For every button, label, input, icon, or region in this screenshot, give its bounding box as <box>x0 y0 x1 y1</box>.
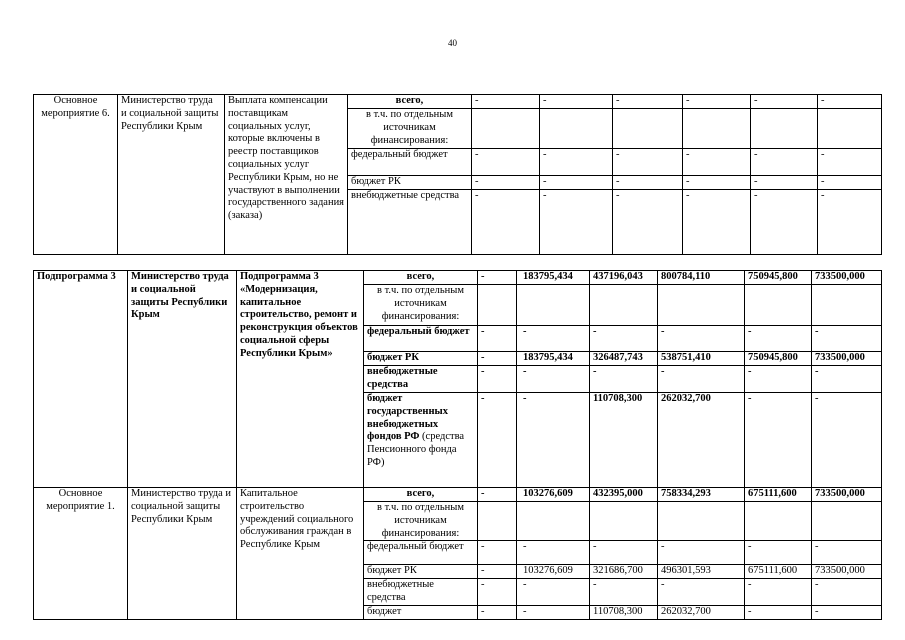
executor-cell: Министерство труда и социальной защиты Республики Крым <box>128 488 237 620</box>
value-cell <box>540 109 613 149</box>
value-cell: 321686,700 <box>590 565 658 579</box>
value-cell: - <box>478 366 517 393</box>
value-cell: - <box>745 579 812 606</box>
source-label: внебюджетные средства <box>348 190 472 255</box>
source-label: федеральный бюджет <box>364 326 478 352</box>
page-number: 40 <box>448 38 457 48</box>
value-cell <box>472 109 540 149</box>
source-label <box>364 393 478 488</box>
value-cell: - <box>472 95 540 109</box>
value-cell: - <box>590 579 658 606</box>
executor-cell: Министерство труда и социальной защиты Республики Крым <box>118 95 225 255</box>
value-cell <box>478 285 517 326</box>
value-cell: 432395,000 <box>590 488 658 502</box>
value-cell: - <box>745 605 812 619</box>
value-cell: 758334,293 <box>658 488 745 502</box>
source-label: в т.ч. по отдельным источникам финансирования: <box>364 285 478 326</box>
value-cell: - <box>745 393 812 488</box>
value-cell: - <box>683 149 751 176</box>
source-label: бюджет РК <box>348 176 472 190</box>
value-cell: - <box>472 190 540 255</box>
value-cell: - <box>478 271 517 285</box>
source-label: в т.ч. по отдельным источникам финансирования: <box>364 502 478 541</box>
value-cell: - <box>540 149 613 176</box>
value-cell: - <box>812 579 882 606</box>
value-cell: - <box>683 190 751 255</box>
table-main-event-6 <box>33 94 882 255</box>
value-cell: 733500,000 <box>812 488 882 502</box>
value-cell: 183795,434 <box>517 352 590 366</box>
value-cell: - <box>658 326 745 352</box>
value-cell: 496301,593 <box>658 565 745 579</box>
value-cell: - <box>751 95 818 109</box>
value-cell: - <box>812 326 882 352</box>
value-cell: - <box>478 326 517 352</box>
value-cell: - <box>478 605 517 619</box>
value-cell: - <box>745 366 812 393</box>
value-cell <box>517 285 590 326</box>
value-cell <box>658 285 745 326</box>
value-cell: 103276,609 <box>517 565 590 579</box>
value-cell: - <box>478 393 517 488</box>
source-label: бюджет РК <box>364 565 478 579</box>
source-label: всего, <box>364 488 478 502</box>
value-cell <box>590 285 658 326</box>
value-cell: - <box>745 326 812 352</box>
value-cell: - <box>517 326 590 352</box>
table-row <box>34 488 882 502</box>
value-cell: 750945,800 <box>745 271 812 285</box>
source-label: бюджет РК <box>364 352 478 366</box>
value-cell: 326487,743 <box>590 352 658 366</box>
value-cell: - <box>745 541 812 565</box>
value-cell: - <box>818 149 882 176</box>
value-cell: 110708,300 <box>590 393 658 488</box>
event-name-cell: Выплата компенсации поставщикам социальных услуг, которые включены в реестр поставщиков социальных услуг Республики Крым, но не участвуют в выполнении государственного задания (заказа) <box>225 95 348 255</box>
value-cell <box>812 285 882 326</box>
value-cell: - <box>517 541 590 565</box>
value-cell <box>818 109 882 149</box>
value-cell <box>590 502 658 541</box>
value-cell: 675111,600 <box>745 488 812 502</box>
value-cell <box>745 285 812 326</box>
value-cell <box>812 502 882 541</box>
value-cell: - <box>818 190 882 255</box>
value-cell: - <box>751 190 818 255</box>
value-cell: - <box>540 190 613 255</box>
value-cell: - <box>751 176 818 190</box>
value-cell: - <box>812 605 882 619</box>
value-cell: 675111,600 <box>745 565 812 579</box>
value-cell <box>658 502 745 541</box>
event-name-cell: Капитальное строительство учреждений социального обслуживания граждан в Республике Крым <box>237 488 364 620</box>
value-cell: - <box>517 366 590 393</box>
value-cell: - <box>613 95 683 109</box>
value-cell: - <box>818 176 882 190</box>
value-cell: 733500,000 <box>812 352 882 366</box>
value-cell: - <box>751 149 818 176</box>
source-label-main: бюджет государственных внебюджетных фондов РФ <box>367 393 448 443</box>
value-cell <box>751 109 818 149</box>
value-cell: 437196,043 <box>590 271 658 285</box>
value-cell: - <box>818 95 882 109</box>
value-cell: - <box>590 541 658 565</box>
value-cell: - <box>683 95 751 109</box>
value-cell: - <box>540 176 613 190</box>
table-subprogram-3 <box>33 270 882 620</box>
value-cell: 103276,609 <box>517 488 590 502</box>
value-cell: 800784,110 <box>658 271 745 285</box>
value-cell: - <box>658 541 745 565</box>
value-cell <box>517 502 590 541</box>
event-label: Основное мероприятие 6. <box>34 95 118 255</box>
value-cell: - <box>812 393 882 488</box>
value-cell: - <box>478 352 517 366</box>
value-cell: - <box>613 190 683 255</box>
source-label: всего, <box>348 95 472 109</box>
value-cell: - <box>658 366 745 393</box>
value-cell: - <box>472 176 540 190</box>
value-cell: - <box>517 579 590 606</box>
source-label: федеральный бюджет <box>348 149 472 176</box>
value-cell: - <box>517 605 590 619</box>
value-cell <box>683 109 751 149</box>
value-cell: 733500,000 <box>812 565 882 579</box>
value-cell: 110708,300 <box>590 605 658 619</box>
value-cell <box>478 502 517 541</box>
value-cell: 538751,410 <box>658 352 745 366</box>
source-label: бюджет <box>364 605 478 619</box>
value-cell: - <box>478 579 517 606</box>
value-cell: - <box>517 393 590 488</box>
value-cell: 183795,434 <box>517 271 590 285</box>
source-label: всего, <box>364 271 478 285</box>
value-cell: - <box>658 579 745 606</box>
executor-cell: Министерство труда и социальной защиты Республики Крым <box>128 271 237 488</box>
value-cell: - <box>478 565 517 579</box>
value-cell: - <box>540 95 613 109</box>
value-cell: 733500,000 <box>812 271 882 285</box>
value-cell <box>613 109 683 149</box>
value-cell: 262032,700 <box>658 605 745 619</box>
table-row <box>34 95 882 109</box>
subprogram-name-cell: Подпрограмма 3 «Модернизация, капитальное строительство, ремонт и реконструкция объектов социальной сферы Республики Крым» <box>237 271 364 488</box>
value-cell: 750945,800 <box>745 352 812 366</box>
value-cell: - <box>478 488 517 502</box>
value-cell: - <box>683 176 751 190</box>
source-label: внебюджетные средства <box>364 579 478 606</box>
value-cell: - <box>590 366 658 393</box>
value-cell: - <box>590 326 658 352</box>
value-cell <box>745 502 812 541</box>
source-label: федеральный бюджет <box>364 541 478 565</box>
value-cell: - <box>613 149 683 176</box>
source-label: в т.ч. по отдельным источникам финансирования: <box>348 109 472 149</box>
source-label: внебюджетные средства <box>364 366 478 393</box>
subprogram-label: Подпрограмма 3 <box>34 271 128 488</box>
value-cell: - <box>812 541 882 565</box>
value-cell: - <box>478 541 517 565</box>
source-label-note: (средства Пенсионного фонда РФ) <box>367 431 465 468</box>
value-cell: - <box>613 176 683 190</box>
value-cell: - <box>472 149 540 176</box>
value-cell: 262032,700 <box>658 393 745 488</box>
table-row <box>34 271 882 285</box>
event-label: Основное мероприятие 1. <box>34 488 128 620</box>
value-cell: - <box>812 366 882 393</box>
